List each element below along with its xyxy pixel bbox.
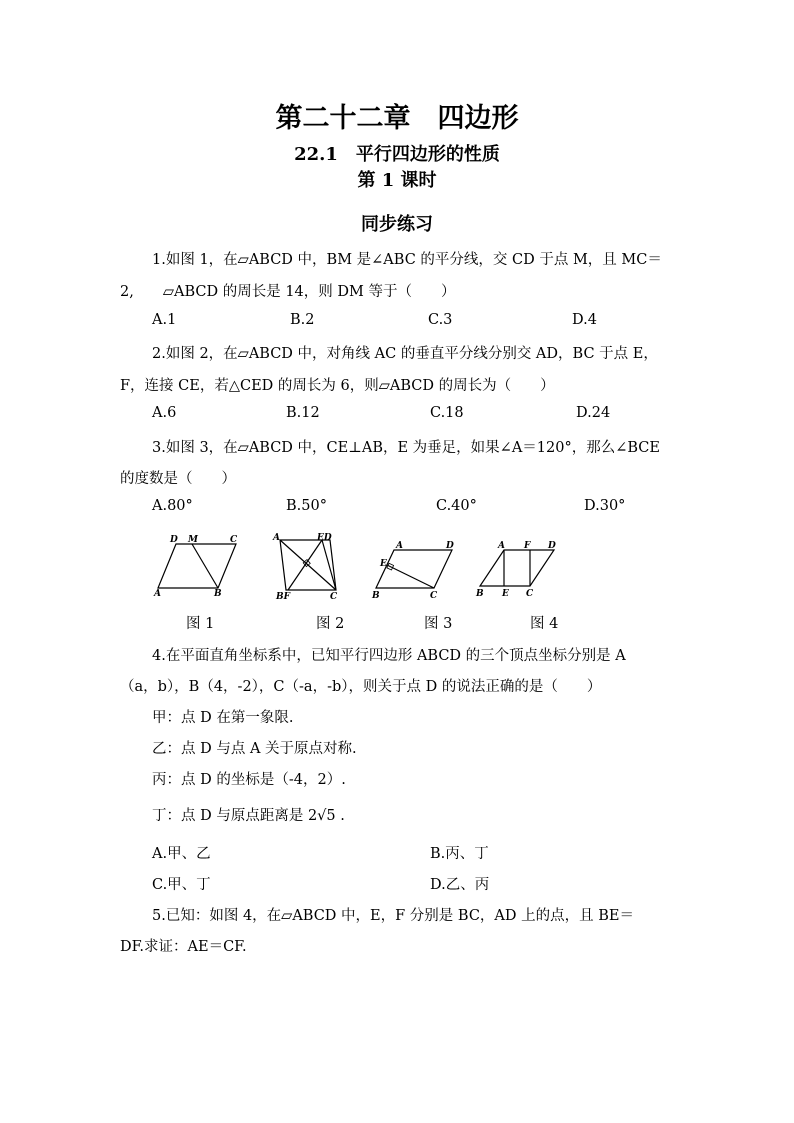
fig4-label-d: D [548, 541, 556, 551]
fig4-label-f: F [524, 541, 531, 551]
fig4-label-b: B [476, 589, 484, 599]
q5-line1: 5.已知：如图 4，在▱ABCD 中，E，F 分别是 BC，AD 上的点，且 BE＝ [152, 908, 634, 924]
figure-4-caption: 图 4 [530, 616, 559, 632]
q4-statement-bing: 丙：点 D 的坐标是（-4，2）. [152, 772, 346, 788]
q1-option-d: D.4 [572, 312, 597, 328]
lesson-title: 第 1 课时 [357, 170, 437, 191]
q1-line1: 1.如图 1，在▱ABCD 中，BM 是∠ABC 的平分线，交 CD 于点 M，且 MC＝ [152, 252, 662, 268]
figure-3-caption: 图 3 [424, 616, 453, 632]
fig3-label-a: A [396, 541, 403, 551]
q2-option-d: D.24 [576, 405, 611, 421]
q4-statement-yi: 乙：点 D 与点 A 关于原点对称. [152, 741, 357, 757]
fig2-label-ed: ED [317, 533, 332, 543]
q1-line2: 2, ▱ABCD 的周长是 14，则 DM 等于（ ） [120, 284, 456, 300]
q4-option-c: C.甲、丁 [152, 877, 211, 893]
q2-line2: F，连接 CE，若△CED 的周长为 6，则▱ABCD 的周长为（ ） [120, 378, 555, 394]
q2-option-c: C.18 [430, 405, 464, 421]
fig4-label-a: A [498, 541, 505, 551]
figure-4 [474, 538, 564, 606]
chapter-title: 第二十二章 四边形 [275, 103, 519, 134]
fig3-label-c: C [430, 591, 438, 601]
fig3-label-b: B [372, 591, 380, 601]
figure-1 [150, 532, 250, 606]
fig3-label-e: E [380, 559, 387, 569]
exercise-heading: 同步练习 [361, 214, 433, 235]
q3-option-d: D.30° [584, 498, 626, 514]
q2-line1: 2.如图 2，在▱ABCD 中，对角线 AC 的垂直平分线分别交 AD，BC 于点 E， [152, 346, 658, 362]
q4-statement-jia: 甲：点 D 在第一象限. [152, 710, 294, 726]
q4-option-d: D.乙、丙 [430, 877, 490, 893]
section-title: 22.1 平行四边形的性质 [294, 144, 500, 165]
q4-option-a: A.甲、乙 [152, 846, 211, 862]
q2-option-b: B.12 [286, 405, 320, 421]
q3-option-b: B.50° [286, 498, 327, 514]
figure-1-caption: 图 1 [186, 616, 215, 632]
q2-option-a: A.6 [152, 405, 177, 421]
q4-option-b: B.丙、丁 [430, 846, 489, 862]
fig1-label-c: C [230, 535, 238, 545]
fig3-label-d: D [446, 541, 454, 551]
figure-3 [368, 538, 468, 606]
q3-option-c: C.40° [436, 498, 477, 514]
fig2-label-bf: BF [276, 592, 290, 602]
q3-line2: 的度数是（ ） [120, 471, 236, 487]
fig1-label-d: D [170, 535, 178, 545]
q5-line2: DF.求证：AE＝CF. [120, 939, 247, 955]
fig4-label-e: E [502, 589, 509, 599]
q1-option-c: C.3 [428, 312, 453, 328]
q3-line1: 3.如图 3，在▱ABCD 中，CE⊥AB，E 为垂足，如果∠A＝120°，那么∠BCE [152, 440, 660, 456]
q4-statement-ding: 丁：点 D 与原点距离是 2√5 . [152, 808, 345, 824]
q3-option-a: A.80° [152, 498, 193, 514]
fig2-label-a: A [273, 533, 280, 543]
q1-option-b: B.2 [290, 312, 315, 328]
q4-line1: 4.在平面直角坐标系中，已知平行四边形 ABCD 的三个顶点坐标分别是 A [152, 648, 626, 664]
fig1-label-a: A [154, 589, 161, 599]
q4-line2: （a，b），B（4，-2），C（-a，-b），则关于点 D 的说法正确的是（ ） [120, 679, 602, 695]
fig1-label-b: B [214, 589, 222, 599]
fig2-label-c: C [330, 592, 338, 602]
fig4-label-c: C [526, 589, 534, 599]
figure-2 [270, 530, 350, 606]
fig1-label-m: M [188, 535, 198, 545]
q1-option-a: A.1 [152, 312, 177, 328]
figure-2-caption: 图 2 [316, 616, 345, 632]
